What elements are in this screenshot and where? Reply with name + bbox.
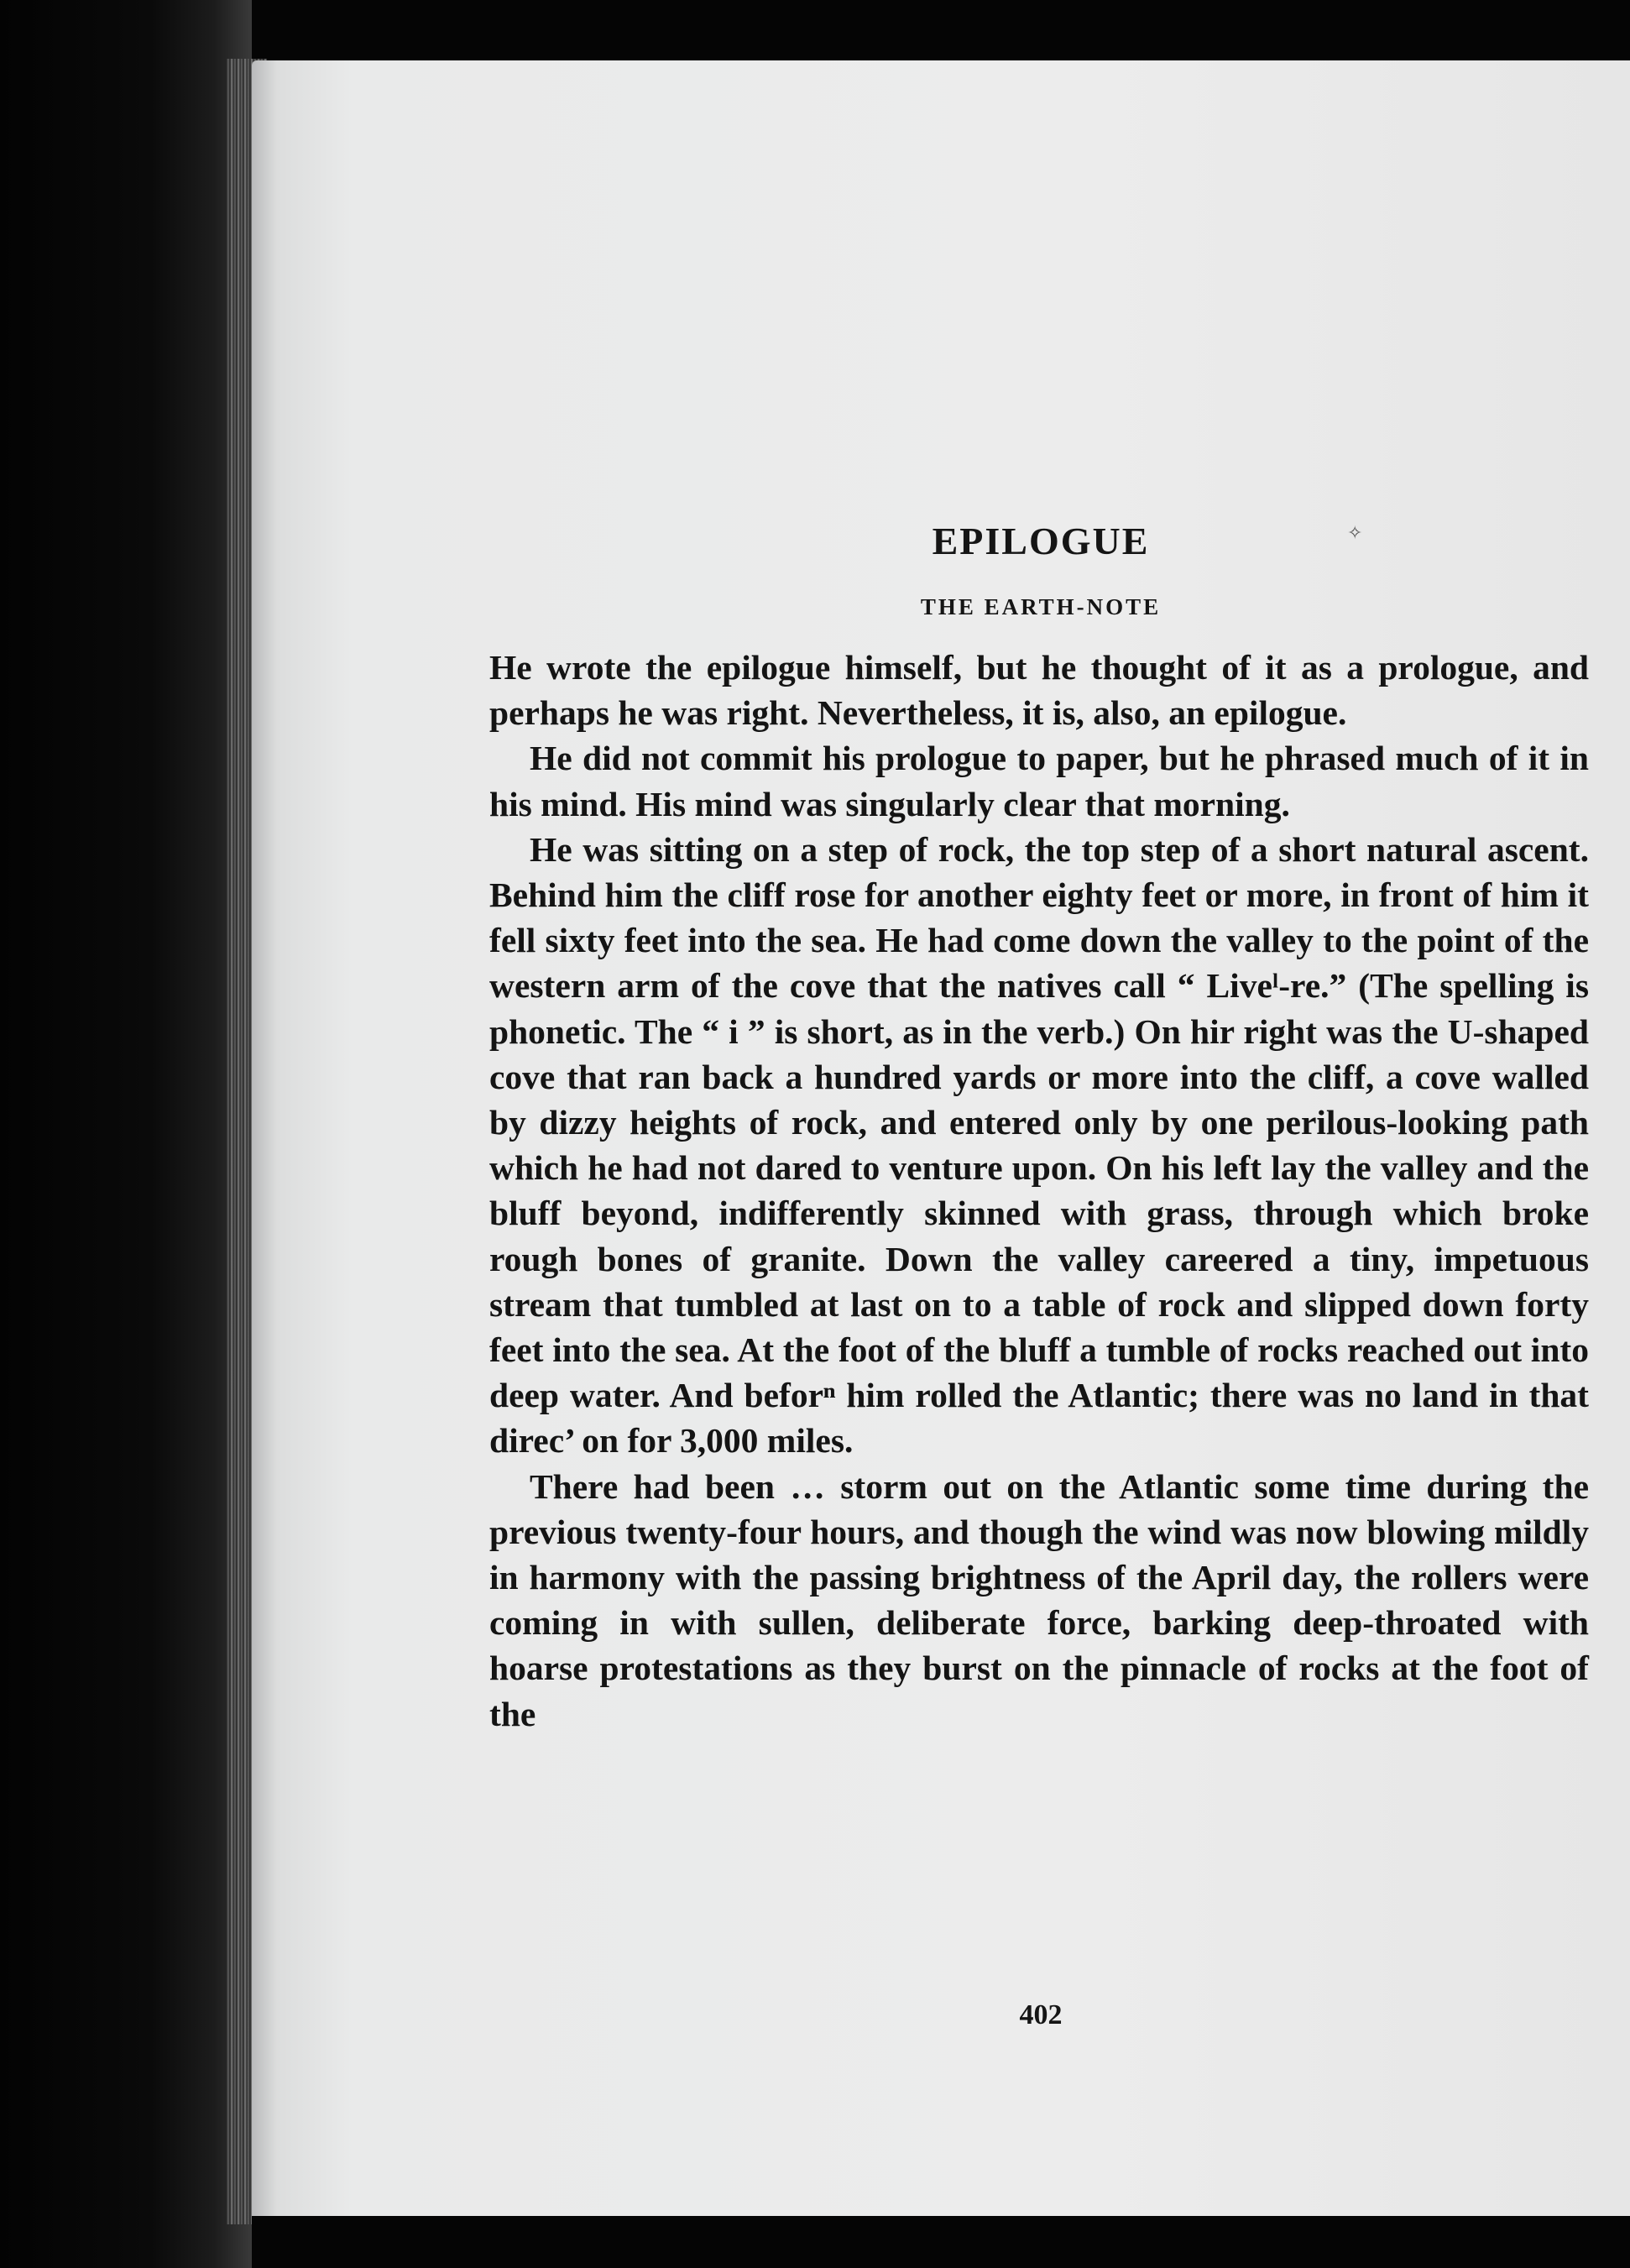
bottom-scan-margin: [252, 2216, 1630, 2268]
paragraph-3: He was sitting on a step of rock, the top step of a short natural ascent. Behind him the cliff rose for another eighty feet or more, in front of him it fell sixty feet into the sea. He had come down the valley to the point of the western arm of the cove that the natives call “ Liveˡ-re.” (The spelling is phonetic. The “ i ” is short, as in the verb.) On hir right was the U-shaped cove that ran back a hundred yards or more into the cliff, a cove walled by dizzy heights of rock, and entered only by one perilous-looking path which he had not dared to venture upon. On his left lay the valley and the bluff beyond, indifferently skinned with grass, through which broke rough bones of granite. Down the valley careered a tiny, impetuous stream that tumbled at last on to a table of rock and slipped down forty feet into the sea. At the foot of the bluff a tumble of rocks reached out into deep water. And beforⁿ him rolled the Atlantic; there was no land in that direc’ on for 3,000 miles.: [489, 829, 1589, 1461]
body-text: [489, 645, 1589, 1737]
chapter-subtitle: THE EARTH-NOTE: [920, 594, 1162, 619]
chapter-title: EPILOGUE: [932, 520, 1150, 562]
paragraph-2: He did not commit his prologue to paper, but he phrased much of it in his mind. His mind was singularly clear that morning.: [489, 739, 1589, 823]
page-number: 402: [1019, 1999, 1063, 2030]
book-binding-shadow: [0, 0, 252, 2268]
paragraph-4: There had been … storm out on the Atlantic some time during the previous twenty-four hours, and though the wind was now blowing mildly in harmony with the passing brightness of the April day, the rollers were coming in with sullen, deliberate force, barking deep-throated with hoarse protestations as they burst on the pinnacle of rocks at the foot of the: [489, 1466, 1589, 1733]
ink-speck-icon: ✧: [1347, 522, 1363, 543]
paragraph-1: He wrote the epilogue himself, but he thought of it as a prologue, and perhaps he was right. Nevertheless, it is, also, an epilogue.: [489, 648, 1589, 733]
